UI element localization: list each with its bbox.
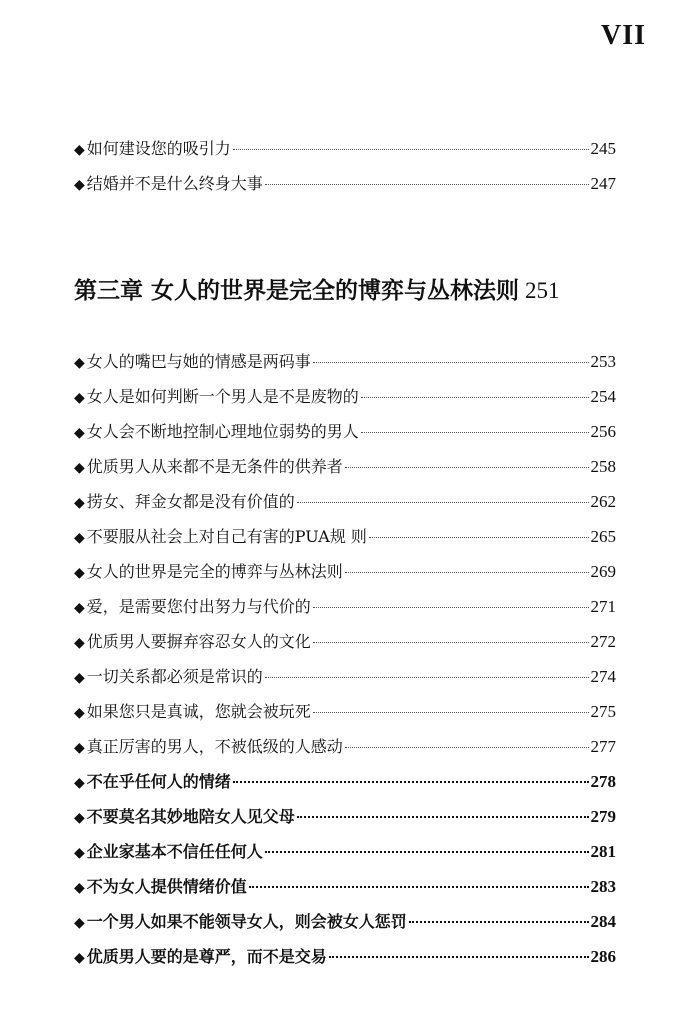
toc-entry-title: 真正厉害的男人，不被低级的人感动	[86, 737, 343, 756]
toc-entry-page: 253	[590, 352, 616, 371]
toc-entry[interactable]	[74, 589, 616, 624]
toc-entry-title: 优质男人要摒弃容忍女人的文化	[86, 632, 311, 651]
diamond-bullet-icon: ◆	[74, 600, 85, 616]
dot-leader	[345, 746, 589, 748]
toc-entry[interactable]	[74, 519, 616, 554]
dot-leader	[329, 955, 589, 958]
toc-entry[interactable]	[74, 904, 616, 939]
toc-entry-title: 优质男人从来都不是无条件的供养者	[86, 457, 343, 476]
dot-leader	[297, 501, 589, 503]
dot-leader	[313, 361, 589, 363]
chapter-page-number: 251	[525, 278, 560, 303]
dot-leader	[313, 606, 589, 608]
toc-entry[interactable]	[74, 484, 616, 519]
toc-entry[interactable]	[74, 764, 616, 799]
toc-entry-title: 不要服从社会上对自己有害的PUA规 则	[86, 527, 367, 546]
toc-entry-title: 一个男人如果不能领导女人，则会被女人惩罚	[86, 912, 407, 931]
diamond-bullet-icon: ◆	[74, 880, 85, 896]
toc-entry-title: 爱，是需要您付出努力与代价的	[86, 597, 311, 616]
toc-entry-page: 247	[590, 174, 616, 193]
dot-leader	[361, 396, 589, 398]
toc-section-a	[74, 131, 616, 201]
diamond-bullet-icon: ◆	[74, 495, 85, 511]
toc-entry-page: 269	[590, 562, 616, 581]
diamond-bullet-icon: ◆	[74, 425, 85, 441]
toc-entry-title: 不为女人提供情绪价值	[86, 877, 247, 896]
diamond-bullet-icon: ◆	[74, 565, 85, 581]
toc-entry[interactable]	[74, 624, 616, 659]
diamond-bullet-icon: ◆	[74, 635, 85, 651]
dot-leader	[313, 711, 589, 713]
toc-entry-title: 不要莫名其妙地陪女人见父母	[86, 807, 295, 826]
toc-entry[interactable]	[74, 344, 616, 379]
toc-entry-title: 女人是如何判断一个男人是不是废物的	[86, 387, 359, 406]
diamond-bullet-icon: ◆	[74, 670, 85, 686]
diamond-bullet-icon: ◆	[74, 390, 85, 406]
toc-entry[interactable]	[74, 834, 616, 869]
dot-leader	[345, 466, 589, 468]
toc-entry[interactable]	[74, 729, 616, 764]
toc-entry-title: 不在乎任何人的情绪	[86, 772, 231, 791]
toc-entry-page: 254	[590, 387, 616, 406]
chapter-title: 第三章 女人的世界是完全的博弈与丛林法则	[74, 278, 520, 304]
toc-entry-title: 如果您只是真诚，您就会被玩死	[86, 702, 311, 721]
toc-entry[interactable]	[74, 869, 616, 904]
toc-entry-page: 245	[590, 139, 616, 158]
dot-leader	[345, 571, 589, 573]
toc-entry-page: 279	[590, 807, 616, 826]
toc-entry-page: 284	[590, 912, 616, 931]
toc-entry[interactable]	[74, 449, 616, 484]
toc-entry-page: 275	[590, 702, 616, 721]
toc-entry-page: 283	[590, 877, 616, 896]
toc-entry-page: 277	[590, 737, 616, 756]
toc-entry[interactable]	[74, 414, 616, 449]
dot-leader	[249, 885, 589, 888]
toc-entry-title: 企业家基本不信任任何人	[86, 842, 263, 861]
toc-entry[interactable]	[74, 659, 616, 694]
toc-entry[interactable]	[74, 939, 616, 974]
diamond-bullet-icon: ◆	[74, 705, 85, 721]
diamond-bullet-icon: ◆	[74, 460, 85, 476]
diamond-bullet-icon: ◆	[74, 845, 85, 861]
toc-entry-page: 272	[590, 632, 616, 651]
toc-entry-page: 271	[590, 597, 616, 616]
toc-section-b	[74, 344, 616, 974]
dot-leader	[297, 815, 589, 818]
dot-leader	[361, 431, 589, 433]
page-number: VII	[600, 20, 646, 51]
toc-entry-page: 258	[590, 457, 616, 476]
toc-entry-title: 捞女、拜金女都是没有价值的	[86, 492, 295, 511]
diamond-bullet-icon: ◆	[74, 775, 85, 791]
dot-leader	[369, 536, 589, 538]
toc-entry-page: 265	[590, 527, 616, 546]
diamond-bullet-icon: ◆	[74, 530, 85, 546]
toc-entry-title: 女人会不断地控制心理地位弱势的男人	[86, 422, 359, 441]
diamond-bullet-icon: ◆	[74, 810, 85, 826]
toc-entry-page: 262	[590, 492, 616, 511]
toc-entry[interactable]	[74, 131, 616, 166]
toc-entry[interactable]	[74, 799, 616, 834]
toc-entry-page: 274	[590, 667, 616, 686]
dot-leader	[265, 676, 589, 678]
toc-entry[interactable]	[74, 166, 616, 201]
toc-entry-title: 优质男人要的是尊严，而不是交易	[86, 947, 327, 966]
toc-entry-title: 女人的嘴巴与她的情感是两码事	[86, 352, 311, 371]
toc-entry-page: 256	[590, 422, 616, 441]
dot-leader	[409, 920, 589, 923]
toc-entry[interactable]	[74, 694, 616, 729]
toc-entry-title: 女人的世界是完全的博弈与丛林法则	[86, 562, 343, 581]
diamond-bullet-icon: ◆	[74, 177, 85, 193]
chapter-heading[interactable]	[74, 272, 634, 305]
toc-entry-title: 一切关系都必须是常识的	[86, 667, 263, 686]
toc-entry[interactable]	[74, 554, 616, 589]
dot-leader	[233, 148, 589, 150]
dot-leader	[265, 183, 589, 185]
toc-entry-page: 278	[590, 772, 616, 791]
diamond-bullet-icon: ◆	[74, 740, 85, 756]
toc-entry-title: 如何建设您的吸引力	[86, 139, 231, 158]
dot-leader	[233, 780, 589, 783]
dot-leader	[313, 641, 589, 643]
diamond-bullet-icon: ◆	[74, 915, 85, 931]
toc-entry-page: 286	[590, 947, 616, 966]
toc-entry-page: 281	[590, 842, 616, 861]
diamond-bullet-icon: ◆	[74, 142, 85, 158]
diamond-bullet-icon: ◆	[74, 355, 85, 371]
toc-entry[interactable]	[74, 379, 616, 414]
diamond-bullet-icon: ◆	[74, 950, 85, 966]
toc-entry-title: 结婚并不是什么终身大事	[86, 174, 263, 193]
dot-leader	[265, 850, 589, 853]
